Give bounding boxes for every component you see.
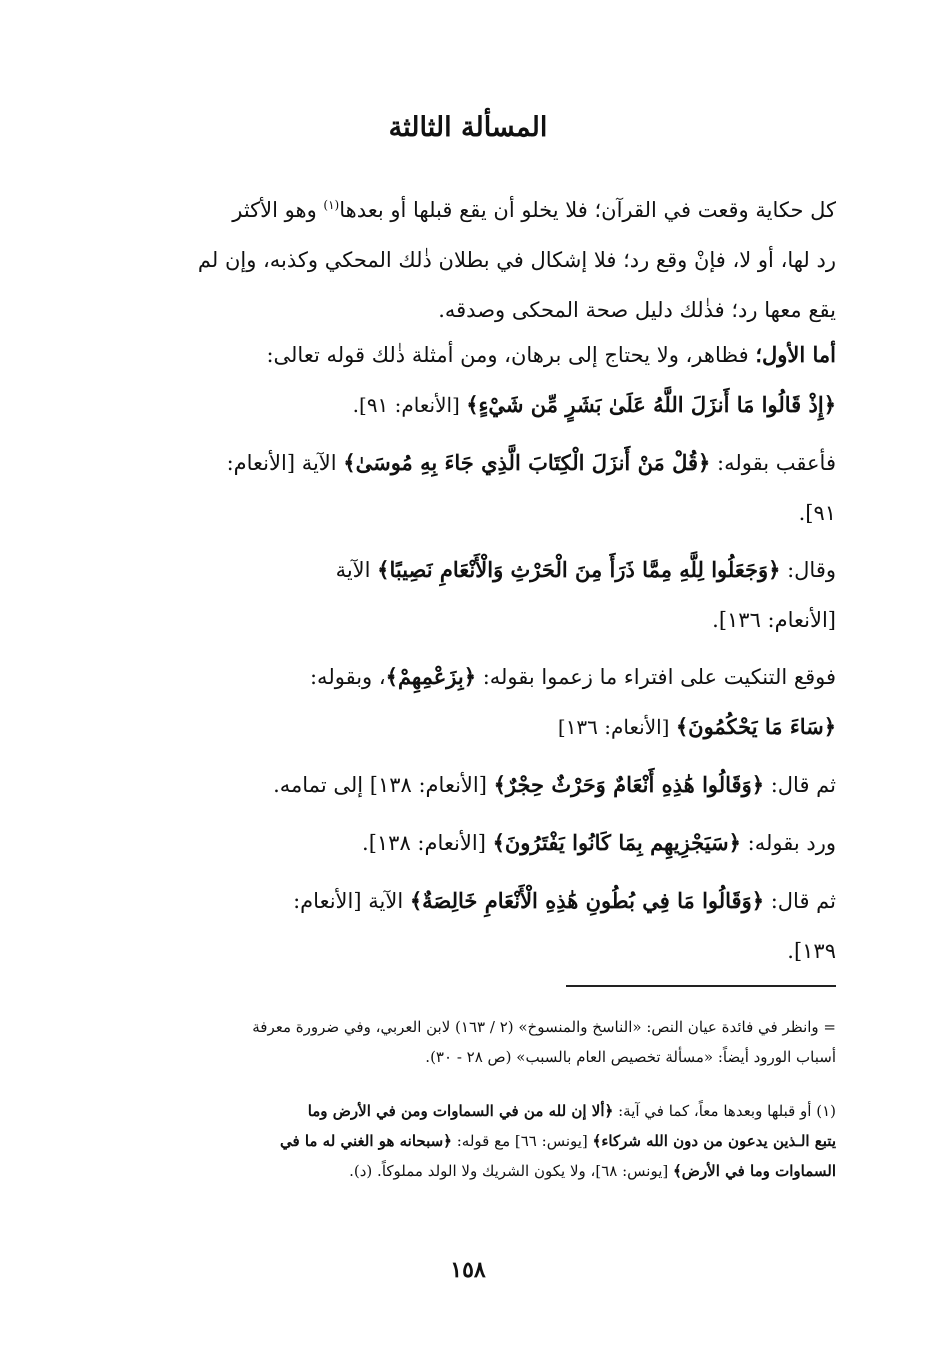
lead-phrase: أما الأول؛ [755, 342, 836, 367]
quran-verse: ﴿وَجَعَلُوا لِلَّهِ مِمَّا ذَرَأَ مِنَ الْحَرْثِ وَالْأَنْعَامِ نَصِيبًا﴾ [377, 557, 781, 582]
paragraph-line: [الأنعام: ١٣٦]. [712, 608, 836, 632]
footnote-separator [566, 985, 836, 987]
paragraph-response [100, 438, 836, 538]
paragraph-refutation [100, 652, 836, 752]
footnote-line: أسباب الورود أيضاً: «مسألة تخصيص العام بالسبب» (ص ٢٨ - ٣٠). [425, 1048, 836, 1066]
paragraph-line [100, 702, 836, 752]
quran-verse: ﴿سَاءَ مَا يَحْكُمُونَ﴾ [675, 714, 836, 739]
paragraph-line: يقع معها رد؛ فذٰلك دليل صحة المحكى وصدقه. [438, 298, 836, 322]
text-segment: ثم قال: [764, 773, 836, 797]
paragraph-share [100, 545, 836, 645]
quran-verse: ﴿وَقَالُوا هَٰذِهِ أَنْعَامٌ وَحَرْثٌ حِجْرٌ﴾ [493, 772, 765, 797]
footnote-marker[interactable]: (١) [323, 198, 340, 212]
footnote-1 [100, 1096, 836, 1186]
section-title: المسألة الثالثة [388, 112, 548, 143]
text-segment: الآية [335, 558, 378, 582]
paragraph-line: ٩١]. [798, 501, 836, 525]
paragraph-line [100, 760, 836, 810]
quran-verse: ﴿سبحانه هو الغني له ما في [279, 1132, 452, 1150]
paragraph-line [100, 652, 836, 702]
paragraph-line [100, 818, 836, 868]
text-segment: وقال: [780, 558, 836, 582]
paragraph-bellies [100, 876, 836, 976]
verse-reference: [الأنعام: ٩١]. [352, 393, 467, 417]
text-segment: فأعقب بقوله: [710, 451, 836, 475]
text-segment: ورد بقوله: [740, 831, 836, 855]
quran-verse: يتبع الـذين يدعون من دون الله شركاء﴾ [592, 1132, 836, 1150]
quran-verse: السماوات وما في الأرض﴾ [673, 1162, 836, 1180]
paragraph-line [100, 380, 836, 430]
quran-verse: ﴿بِزَعْمِهِمْ﴾ [385, 664, 477, 689]
quran-verse: ﴿سَيَجْزِيهِم بِمَا كَانُوا يَفْتَرُونَ﴾ [492, 830, 741, 855]
text-segment: فظاهر، ولا يحتاج إلى برهان، ومن أمثلة ذٰلك قوله تعالى: [266, 343, 756, 367]
verse-reference: [الأنعام: ١٣٨] إلى تمامه. [273, 773, 494, 797]
page-number: ١٥٨ [450, 1257, 486, 1283]
paragraph-first-case [100, 330, 836, 430]
quran-verse: ﴿وَقَالُوا مَا فِي بُطُونِ هَٰذِهِ الْأَنْعَامِ خَالِصَةٌ﴾ [409, 888, 765, 913]
text-segment: ثم قال: [764, 889, 836, 913]
paragraph-line [100, 180, 836, 235]
paragraph-line: ١٣٩]. [787, 939, 836, 963]
paragraph-line [100, 330, 836, 380]
paragraph-rebuttal [100, 818, 836, 868]
quran-verse: ﴿إِذْ قَالُوا مَا أَنزَلَ اللَّهُ عَلَىٰ بَشَرٍ مِّن شَيْءٍ﴾ [466, 392, 836, 417]
footnote-continued [100, 1012, 836, 1072]
paragraph-line [100, 876, 836, 926]
verse-reference: [الأنعام: ١٣٨]. [362, 831, 493, 855]
text-segment: فوقع التنكيت على افتراء ما زعموا بقوله: [476, 665, 836, 689]
verse-reference: [يونس: ٦٦] مع قوله: [451, 1132, 593, 1150]
verse-reference: [الأنعام: ١٣٦] [557, 715, 676, 739]
footnote-line [100, 1156, 836, 1186]
text-segment: (١) أو قبلها وبعدها معاً، كما في آية: [613, 1102, 836, 1120]
text-segment: كل حكاية وقعت في القرآن؛ فلا يخلو أن يقع قبلها أو بعدها [339, 198, 836, 222]
footnote-line [100, 1096, 836, 1126]
quran-verse: ﴿ألا إن لله من في السماوات ومن في الأرض وما [307, 1102, 614, 1120]
paragraph-line: رد لها، أو لا، فإنْ وقع رد؛ فلا إشكال في بطلان ذٰلك المحكي وكذبه، وإن لم [197, 248, 836, 272]
book-page [100, 0, 836, 1357]
text-segment: ، وبقوله: [309, 665, 386, 689]
verse-reference: الآية [الأنعام: [226, 451, 344, 475]
paragraph-then-said [100, 760, 836, 810]
paragraph-line [100, 438, 836, 488]
text-segment: [يونس: ٦٨]، ولا يكون الشريك ولا الولد مملوكاً. (د). [349, 1162, 674, 1180]
quran-verse: ﴿قُلْ مَنْ أَنزَلَ الْكِتَابَ الَّذِي جَاءَ بِهِ مُوسَىٰ﴾ [343, 450, 711, 475]
footnote-line [100, 1126, 836, 1156]
paragraph-line [100, 545, 836, 595]
paragraph-intro [100, 180, 836, 335]
footnote-line: = وانظر في فائدة عيان النص: «الناسخ والمنسوخ» (٢ / ١٦٣) لابن العربي، وفي ضرورة معرفة [252, 1018, 836, 1036]
verse-reference: الآية [الأنعام: [293, 889, 410, 913]
text-segment: وهو الأكثر [232, 198, 324, 222]
